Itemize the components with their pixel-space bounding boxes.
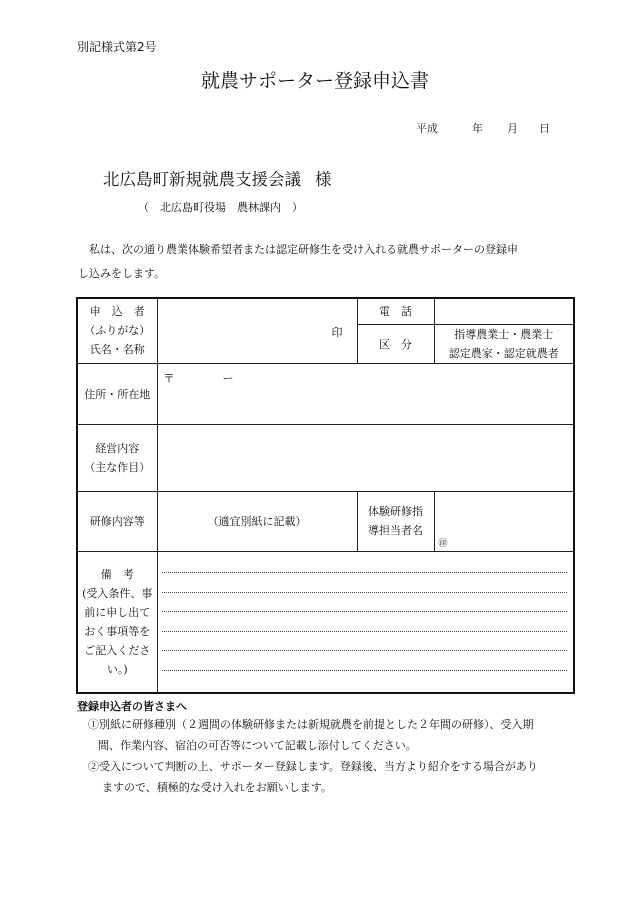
note-item-2: ②受入について判断の上、サポーター登録します。登録後、当方より紹介をする場合があり ますので、積極的な受け入れをお願いします。 <box>88 760 538 794</box>
note-item-1: ①別紙に研修種別（２週間の体験研修または新規就農を前提とした２年間の研修）、受入期 間、作業内容、宿泊の可否等について記載し添付してください。 <box>88 718 534 752</box>
category-option-2[interactable]: 認定農家・認定就農者 <box>448 346 559 360</box>
business-field[interactable] <box>157 424 574 491</box>
date-era: 平成 <box>416 122 438 135</box>
instructor-seal-mark: ㊞ <box>438 538 448 549</box>
remarks-line <box>162 573 568 593</box>
address-label: 住所・所在地 <box>77 363 157 424</box>
applicant-name-field[interactable] <box>157 298 357 363</box>
instructor-field[interactable] <box>434 491 574 551</box>
postal-mark: 〒 <box>163 371 175 385</box>
business-label: 経営内容 （主な作目） <box>77 424 157 491</box>
form-number: 別記様式第2号 <box>77 40 157 54</box>
training-field[interactable]: （適宜別紙に記載） <box>157 491 357 551</box>
applicant-label: 申 込 者 （ふりがな） 氏名・名称 <box>77 298 157 363</box>
date-year: 年 <box>472 122 483 135</box>
instructor-label: 体験研修指 導担当者名 <box>357 491 434 551</box>
remarks-line <box>162 612 568 632</box>
address-field[interactable] <box>157 363 574 424</box>
page-title: 就農サポーター登録申込書 <box>200 70 429 92</box>
seal-mark: 印 <box>331 326 343 339</box>
category-options[interactable] <box>434 324 574 363</box>
remarks-line <box>162 593 568 613</box>
remarks-line <box>162 554 568 574</box>
phone-label: 電 話 <box>357 298 434 324</box>
remarks-line <box>162 632 568 652</box>
training-label: 研修内容等 <box>77 491 157 551</box>
postal-dash: ー <box>222 371 234 385</box>
notes-title: 登録申込者の皆さまへ <box>77 700 187 713</box>
application-form-table <box>76 297 575 694</box>
remarks-line <box>162 651 568 671</box>
category-option-1[interactable]: 指導農業士・農業士 <box>454 327 554 341</box>
remarks-label: 備 考 (受入条件、事 前に申し出て おく事項等を ご記入くださ い。) <box>77 551 157 693</box>
addressee-honorific: 様 <box>315 170 332 189</box>
addressee <box>103 166 332 190</box>
date-day: 日 <box>539 122 550 135</box>
date-month: 月 <box>507 122 518 135</box>
intro-line-1: 私は、次の通り農業体験希望者または認定研修生を受け入れる就農サポーターの登録申 <box>89 243 518 256</box>
addressee-name: 北広島町新規就農支援会議 <box>103 170 301 189</box>
phone-field[interactable] <box>434 298 574 324</box>
intro-text <box>78 238 568 286</box>
remarks-field[interactable] <box>157 551 574 693</box>
department: （ 北広島町役場 農林課内 ） <box>138 201 303 214</box>
intro-line-2: し込みをします。 <box>78 267 166 280</box>
category-label: 区 分 <box>357 324 434 363</box>
